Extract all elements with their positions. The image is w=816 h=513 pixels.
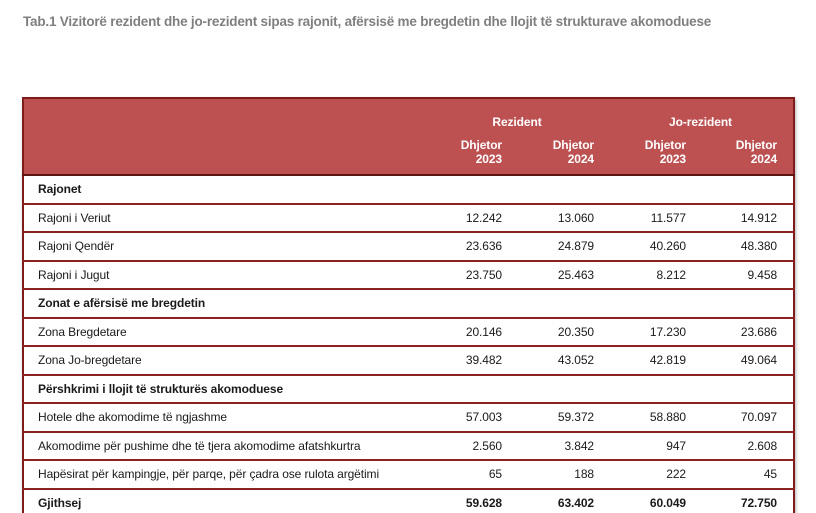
table-row xyxy=(23,432,794,461)
cell-value: 20.146 xyxy=(426,318,518,347)
table-row xyxy=(23,318,794,347)
cell-value: 23.636 xyxy=(426,232,518,261)
row-label: Zona Jo-bregdetare xyxy=(23,346,426,375)
section-header-label: Zonat e afërsisë me bregdetin xyxy=(23,289,794,318)
row-label: Hotele dhe akomodime të ngjashme xyxy=(23,403,426,432)
cell-value: 43.052 xyxy=(518,346,610,375)
total-value: 63.402 xyxy=(518,489,610,513)
cell-value: 2.608 xyxy=(702,432,794,461)
table-body xyxy=(23,175,794,513)
table-title: Tab.1 Vizitorë rezident dhe jo-rezident sipas rajonit, afërsisë me bregdetin dhe llojit të strukturave akomoduese xyxy=(23,14,712,29)
cell-value: 12.242 xyxy=(426,204,518,233)
cell-value: 3.842 xyxy=(518,432,610,461)
row-label: Akomodime për pushime dhe të tjera akomodime afatshkurtra xyxy=(23,432,426,461)
cell-value: 17.230 xyxy=(610,318,702,347)
cell-value: 25.463 xyxy=(518,261,610,290)
table-row xyxy=(23,346,794,375)
section-header-label: Përshkrimi i llojit të strukturës akomoduese xyxy=(23,375,794,404)
section-header-row xyxy=(23,289,794,318)
total-value: 59.628 xyxy=(426,489,518,513)
cell-value: 45 xyxy=(702,460,794,489)
corner-cell xyxy=(23,98,426,138)
cell-value: 59.372 xyxy=(518,403,610,432)
cell-value: 70.097 xyxy=(702,403,794,432)
row-label-column-header xyxy=(23,138,426,175)
cell-value: 8.212 xyxy=(610,261,702,290)
cell-value: 57.003 xyxy=(426,403,518,432)
cell-value: 24.879 xyxy=(518,232,610,261)
total-label: Gjithsej xyxy=(23,489,426,513)
table-row xyxy=(23,261,794,290)
cell-value: 40.260 xyxy=(610,232,702,261)
cell-value: 947 xyxy=(610,432,702,461)
row-label: Rajoni i Jugut xyxy=(23,261,426,290)
cell-value: 9.458 xyxy=(702,261,794,290)
cell-value: 222 xyxy=(610,460,702,489)
cell-value: 39.482 xyxy=(426,346,518,375)
total-value: 60.049 xyxy=(610,489,702,513)
column-header-jorezident-dhjetor-2024: Dhjetor 2024 xyxy=(702,138,794,175)
table-row xyxy=(23,403,794,432)
column-header-row xyxy=(23,138,794,175)
cell-value: 20.350 xyxy=(518,318,610,347)
total-row xyxy=(23,489,794,513)
cell-value: 49.064 xyxy=(702,346,794,375)
cell-value: 65 xyxy=(426,460,518,489)
group-header-row xyxy=(23,98,794,138)
table-row xyxy=(23,232,794,261)
column-header-jorezident-dhjetor-2023: Dhjetor 2023 xyxy=(610,138,702,175)
group-header-rezident: Rezident xyxy=(426,98,610,138)
cell-value: 23.686 xyxy=(702,318,794,347)
column-header-rezident-dhjetor-2023: Dhjetor 2023 xyxy=(426,138,518,175)
cell-value: 48.380 xyxy=(702,232,794,261)
cell-value: 2.560 xyxy=(426,432,518,461)
section-header-row xyxy=(23,375,794,404)
table-container xyxy=(22,97,793,513)
row-label: Hapësirat për kampingje, për parqe, për çadra ose rulota argëtimi xyxy=(23,460,426,489)
row-label: Rajoni Qendër xyxy=(23,232,426,261)
row-label: Zona Bregdetare xyxy=(23,318,426,347)
cell-value: 14.912 xyxy=(702,204,794,233)
total-value: 72.750 xyxy=(702,489,794,513)
cell-value: 13.060 xyxy=(518,204,610,233)
table-row xyxy=(23,204,794,233)
visitors-table xyxy=(22,97,795,513)
table-header xyxy=(23,98,794,175)
section-header-label: Rajonet xyxy=(23,175,794,204)
cell-value: 42.819 xyxy=(610,346,702,375)
row-label: Rajoni i Veriut xyxy=(23,204,426,233)
cell-value: 23.750 xyxy=(426,261,518,290)
cell-value: 11.577 xyxy=(610,204,702,233)
table-row xyxy=(23,460,794,489)
group-header-jo-rezident: Jo-rezident xyxy=(610,98,794,138)
section-header-row xyxy=(23,175,794,204)
column-header-rezident-dhjetor-2024: Dhjetor 2024 xyxy=(518,138,610,175)
cell-value: 58.880 xyxy=(610,403,702,432)
cell-value: 188 xyxy=(518,460,610,489)
